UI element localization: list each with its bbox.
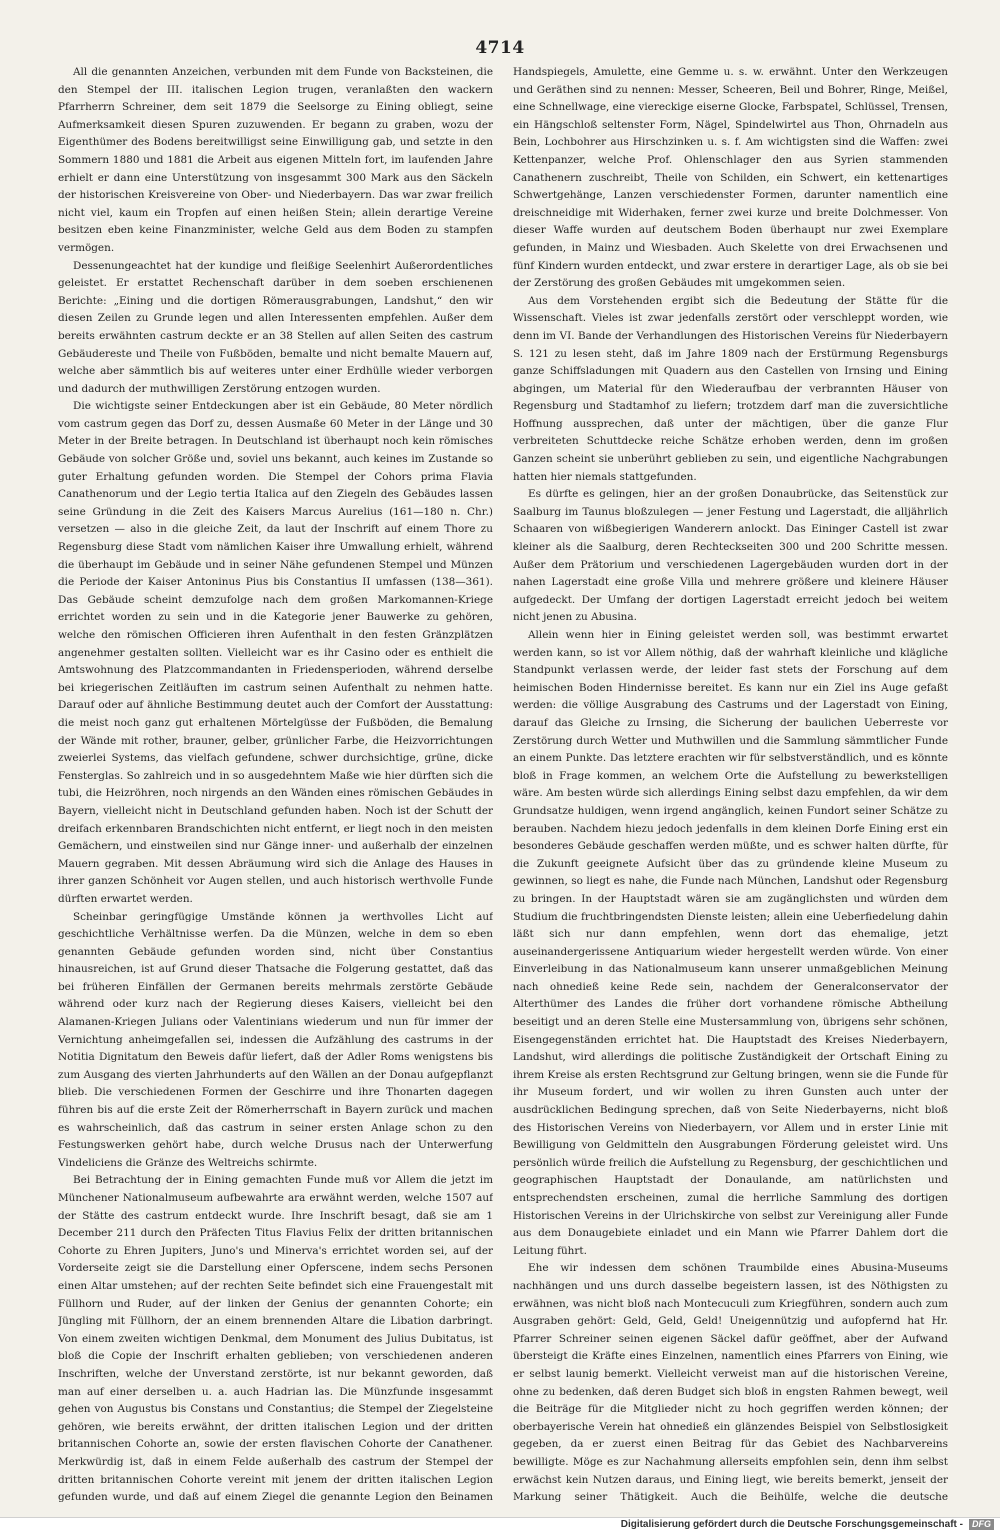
dfg-logo-icon: DFG	[969, 1519, 994, 1530]
right-column	[513, 64, 948, 1504]
paragraph: Aus dem Vorstehenden ergibt sich die Bedeutung der Stätte für die Wissenschaft. Vieles ist zwar jedenfalls zerstört oder verschleppt worden, wie denn im VI. Bande der Verhandlungen des Historischen Vereins für Niederbayern S. 121 zu lesen steht, daß im Jahre 1809 nach der Erstürmung Regensburgs ganze Schiffsladungen mit Quadern aus den Castellen von Irnsing und Eining abgingen, um Material für den Wiederaufbau der verbrannten Häuser von Regensburg und Stadtamhof zu liefern; trotzdem darf man die zuversichtliche Hoffnung aussprechen, daß unter der mächtigen, über die ganze Flur verbreiteten Schuttdecke reiche Schätze erhoben werden, denn im großen Ganzen scheint sie unberührt geblieben zu sein, und eigentliche Nachgrabungen hatten hier niemals stattgefunden.	[513, 294, 948, 483]
article-body	[58, 64, 948, 1504]
paragraph: Scheinbar geringfügige Umstände können ja werthvolles Licht auf geschichtliche Verhältnisse werfen. Da die Münzen, welche in dem so eben genannten Gebäude gefunden worden sind, nicht über Constantius hinausreichen, ist auf Grund dieser Thatsache die Folgerung gestattet, daß das bei früheren Einfällen der Germanen bereits mehrmals zerstörte Gebäude während oder kurz nach der Regierung dieses Kaisers, vielleicht bei den Alamanen-Kriegen Julians oder Valentinians wiederum und nun für immer der Vernichtung anheimgefallen sei, indessen die Aufzählung des castrums in der Notitia Dignitatum den Beweis dafür liefert, daß der Adler Roms wenigstens bis zum Ausgang des vierten Jahrhunderts auf den Wällen an der Donau aufgepflanzt blieb. Die verschiedenen Formen der Geschirre und ihre Thonarten dagegen führen bis auf die erste Zeit der Römerherrschaft in Bayern zurück und machen es wahrscheinlich, daß das castrum in seiner ersten Anlage schon zu den Festungswerken gehört habe, durch welche Drusus nach der Unterwerfung Vindeliciens die Gränze des Weltreichs schirmte.	[58, 910, 493, 1169]
paragraph: Ehe wir indessen dem schönen Traumbilde eines Abusina-Museums nachhängen und uns durch dasselbe begeistern lassen, ist des Nöthigsten zu erwähnen, was nicht bloß nach Montecuculi zum Kriegführen, sondern auch zum Ausgraben gehört: Geld, Geld, Geld! Uneigennützig und aufopfernd hat Hr. Pfarrer Schreiner seinen eigenen Säckel dafür geöffnet, aber der Aufwand übersteigt die Kräfte eines Einzelnen, namentlich eines Pfarrers von Eining, wie er selbst launig bemerkt. Vielleicht verweist man auf die historischen Vereine, ohne zu bedenken, daß deren Budget sich bloß in engsten Rahmen bewegt, weil die Beiträge für die Mitglieder nicht zu hoch gegriffen werden können; der oberbayerische Verein hat ohnedieß ein glänzendes Beispiel von Selbstlosigkeit gegeben, da er zuerst einen Beitrag für das Gebiet des Nachbarvereins bewilligte. Möge es zur Nachahmung allerseits empfohlen sein, denn ihm selbst erwächst kein Nutzen daraus, und Eining liegt, wie bereits bemerkt, jenseit der Markung seiner Thätigkeit. Auch die Beihülfe, welche die deutsche	[513, 1262, 948, 1504]
paragraph: Allein wenn hier in Eining geleistet werden soll, was bestimmt erwartet werden kann, so ist vor Allem nöthig, daß der wahrhaft kleinliche und klägliche Standpunkt verlassen werde, der leider fast stets der Forschung auf dem heimischen Boden Hindernisse bereitet. Es kann nur ein Ziel ins Auge gefaßt werden: die völlige Ausgrabung des Castrums und der Lagerstadt von Eining, darauf das Gleiche zu Irnsing, die Sicherung der baulichen Ueberreste vor Zerstörung durch Wetter und Muthwillen und die Sammlung sämmtlicher Funde an einem Punkte. Das letztere erachten wir für selbstverständlich, und es könnte bloß in Frage kommen, an welchem Orte die Aufstellung zu bewerkstelligen wäre. Am besten würde sich allerdings Eining selbst dazu empfehlen, da wir dem Grundsatze huldigen, wenn irgend angänglich, keinen Fundort seiner Schätze zu berauben. Nachdem hiezu jedoch jedenfalls in dem kleinen Dorfe Eining erst ein besonderes Gebäude geschaffen werden müßte, und es schwer halten dürfte, für die Zukunft geeignete Aufsicht über das zu gründende kleine Museum zu gewinnen, so liegt es nahe, die Funde nach München, Landshut oder Regensburg zu bringen. In der Hauptstadt wären sie am zugänglichsten und würden dem Studium die fruchtbringendsten Dienste leisten; allein eine Ueberfiedelung dahin läßt sich nur dann empfehlen, wenn dort das ehemalige, jetzt auseinandergerissene Antiquarium wieder hergestellt werden würde. Von einer Einverleibung in das Nationalmuseum kann unserer unmaßgeblichen Meinung nach ohnedieß keine Rede sein, nachdem der Generalconservator der Alterthümer des Landes die früher dort vorhandene römische Abtheilung beseitigt und an deren Stelle eine Mustersammlung von, übrigens sehr schönen, Eisengegenständen errichtet hat. Die Hauptstadt des Kreises Niederbayern, Landshut, wird allerdings die politische Zuständigkeit der Ortschaft Eining zu ihrem Kreise als ersten Rechtsgrund zur Geltung bringen, wenn sie die Funde für ihr Museum fordert, und wir wollen zu ihren Gunsten auch unter der ausdrücklichen Bedingung sprechen, daß von Seite Niederbayerns, nicht bloß des Historischen Vereins von Niederbayern, vor Allem und in erster Linie mit Bewilligung von Geldmitteln den Ausgrabungen Förderung geleistet wird. Uns persönlich würde freilich die Aufstellung zu Regensburg, der geschichtlichen und geographischen Hauptstadt der Donaulande, am natürlichsten und entsprechendsten erscheinen, zumal die herrliche Sammlung des dortigen Historischen Vereins in der Ulrichskirche von selbst zur Vereinigung aller Funde aus dem Donaugebiete einladet und ein Mann wie Pfarrer Dahlem dort die Leitung führt.	[513, 629, 948, 1257]
paragraph: Dessenungeachtet hat der kundige und fleißige Seelenhirt Außerordentliches geleistet. Er erstattet Rechenschaft darüber in dem soeben erschienenen Berichte: „Eining und die dortigen Römerausgrabungen, Landshut,“ den wir diesen Zeilen zu Grunde legen und allen Interessenten empfehlen. Außer dem bereits erwähnten castrum deckte er an 38 Stellen auf allen Seiten des castrum Gebäudereste und Theile von Fußböden, bemalte und nicht bemalte Mauern auf, welche aber sämmtlich bis auf weiteres unter einer Erdhülle wieder verborgen und dadurch der muthwilligen Zerstörung entzogen wurden.	[58, 259, 493, 395]
paragraph: Es dürfte es gelingen, hier an der großen Donaubrücke, das Seitenstück zur Saalburg im Taunus bloßzulegen — jener Festung und Lagerstadt, die alljährlich Schaaren von wißbegierigen Wanderern anlockt. Das Eininger Castell ist zwar kleiner als die Saalburg, deren Rechteckseiten 300 und 200 Schritte messen. Außer dem Prätorium und verschiedenen Lagergebäuden wurden dort in der nahen Lagerstadt eine große Villa und mehrere größere und kleinere Häuser aufgedeckt. Der Umfang der dortigen Lagerstadt erreicht jedoch bei weitem nicht jenen zu Abusina.	[513, 488, 948, 624]
page-number: 4714	[475, 38, 525, 58]
digitization-footer	[0, 1517, 1000, 1531]
funding-notice: Digitalisierung gefördert durch die Deutsche Forschungsgemeinschaft -	[620, 1519, 963, 1530]
left-column	[58, 64, 493, 1504]
paragraph: All die genannten Anzeichen, verbunden mit dem Funde von Backsteinen, die den Stempel der III. italischen Legion trugen, veranlaßten den wackern Pfarrherrn Schreiner, dem seit 1879 die Seelsorge zu Eining obliegt, seine Aufmerksamkeit diesen Spuren zuzuwenden. Er begann zu graben, wozu der Eigenthümer des Bodens bereitwilligst seine Einwilligung gab, und setzte in den Sommern 1880 und 1881 die Arbeit aus eigenen Mitteln fort, im laufenden Jahre erhielt er dann eine Unterstützung von insgesammt 300 Mark aus den Säckeln der historischen Kreisvereine von Ober- und Niederbayern. Das war zwar freilich nicht viel, kaum ein Tropfen auf einen heißen Stein; allein derartige Vereine besitzen eben keine Finanzminister, welche Geld aus dem Boden zu stampfen vermögen.	[58, 66, 493, 254]
paragraph: Die wichtigste seiner Entdeckungen aber ist ein Gebäude, 80 Meter nördlich vom castrum gegen das Dorf zu, dessen Ausmaße 60 Meter in der Länge und 30 Meter in der Breite betragen. In Deutschland ist überhaupt noch kein römisches Gebäude von solcher Größe und, soviel uns bekannt, auch keines im Zustande so guter Erhaltung gefunden worden. Die Stempel der Cohors prima Flavia Canathenorum und der Legio tertia Italica auf den Ziegeln des Gebäudes lassen seine Gründung in die Zeit des Kaisers Marcus Aurelius (161—180 n. Chr.) versetzen — also in die gleiche Zeit, da laut der Inschrift auf einem Thore zu Regensburg diese Stadt vom nämlichen Kaiser ihre Umwallung erhielt, während die überhaupt im Gebäude und in seiner Nähe gefundenen Stempel und Münzen die Periode der Kaiser Antoninus Pius bis Constantius II umfassen (138—361). Das Gebäude scheint demzufolge nach dem großen Markomannen-Kriege errichtet worden zu sein und in die Kategorie jener Bauwerke zu gehören, welche den römischen Officieren ihren Aufenthalt in den festen Gränzplätzen angenehmer gestalten sollten. Vielleicht war es ihr Casino oder es enthielt die Amtswohnung des Platzcommandanten in Friedensperioden, während derselbe bei kriegerischen Zeitläuften im castrum seinen Aufenthalt zu nehmen hatte. Darauf oder auf ähnliche Bestimmung deutet auch der Comfort der Ausstattung: die meist noch ganz gut erhaltenen Mörtelgüsse der Fußböden, die Bemalung der Wände mit rother, brauner, gelber, grünlicher Farbe, die Heizvorrichtungen zweierlei Systems, das vielfach gefundene, schwer durchsichtige, grüne, dicke Fensterglas. So zahlreich und in so ausgedehntem Maße wie hier dürften sich die tubi, die Heizröhren, noch nirgends an den Wänden eines römischen Gebäudes in Bayern, vielleicht nicht in Deutschland gefunden haben. Noch ist der Schutt der dreifach erkennbaren Brandschichten nicht entfernt, er liegt noch in den meisten Gemächern, und einstweilen sind nur Gänge inner- und außerhalb der einzelnen Mauern gegraben. Mit dessen Abräumung wird sich die Anlage des Hauses in ihrer ganzen Schönheit vor Augen stellen, und auch historisch werthvolle Funde dürften erwartet werden.	[58, 400, 493, 905]
paragraph: Handspiegels, Amulette, eine Gemme u. s. w. erwähnt. Unter den Werkzeugen und Geräthen sind zu nennen: Messer, Scheeren, Beil und Bohrer, Ringe, Meißel, eine Schnellwage, eine viereckige eiserne Glocke, Farbspatel, Schlüssel, Trensen, ein Hängschloß seltenster Form, Nägel, Spindelwirtel aus Thon, Ohrnadeln aus Bein, Lochbohrer aus Hirschzinken u. s. f. Am wichtigsten sind die Waffen: zwei Kettenpanzer, welche Prof. Ohlenschlager den aus Syrien stammenden Canathenern zuschreibt, Theile von Schilden, ein Schwert, ein kettenartiges Schwertgehänge, Lanzen verschiedenster Formen, darunter namentlich eine dreischneidige mit Widerhaken, ferner zwei kurze und breite Dolchmesser. Von dieser Waffe wurden auf deutschem Boden überhaupt nur zwei Exemplare gefunden, in Mainz und Wiesbaden. Auch Skelette von drei Erwachsenen und fünf Kindern wurden entdeckt, und zwar erstere in derartiger Lage, als ob sie bei der Zerstörung des großen Gebäudes mit umgekommen seien.	[513, 66, 948, 290]
paragraph: Bei Betrachtung der in Eining gemachten Funde muß vor Allem die jetzt im Münchener Nationalmuseum aufbewahrte ara erwähnt werden, welche 1507 auf der Stätte des castrum entdeckt wurde. Ihre Inschrift besagt, daß sie am 1 December 211 durch den Präfecten Titus Flavius Felix der dritten britannischen Cohorte zu Ehren Jupiters, Juno's und Minerva's errichtet worden sei, auf der Vorderseite zeigt sie die Darstellung einer Opferscene, indem sechs Personen einen Altar umstehen; auf der rechten Seite befindet sich eine Frauengestalt mit Füllhorn und Ruder, auf der linken der Genius der genannten Cohorte; ein Jüngling mit Füllhorn, der an einem brennenden Altare die Libation darbringt. Von einem zweiten wichtigen Denkmal, dem Monument des Julius Dubitatus, ist bloß die Copie der Inschrift erhalten geblieben; von verschiedenen anderen Inschriften, welche der Unverstand zerstörte, ist nur bekannt geworden, daß man auf einer derselben u. a. auch Hadrian las. Die Münzfunde insgesammt gehen von Augustus bis Constans und Constantius; die Stempel der Ziegelsteine gehören, wie bereits erwähnt, der dritten italischen Legion und der dritten britannischen Cohorte an, sowie der ersten flavischen Cohorte der Canathener. Merkwürdig ist, daß in einem Felde außerhalb des castrum der Stempel der dritten britannischen Cohorte vereint mit jenem der dritten italischen Legion gefunden wurde, und daß auf einem Ziegel die genannte Legion den Beinamen	[58, 1174, 493, 1504]
